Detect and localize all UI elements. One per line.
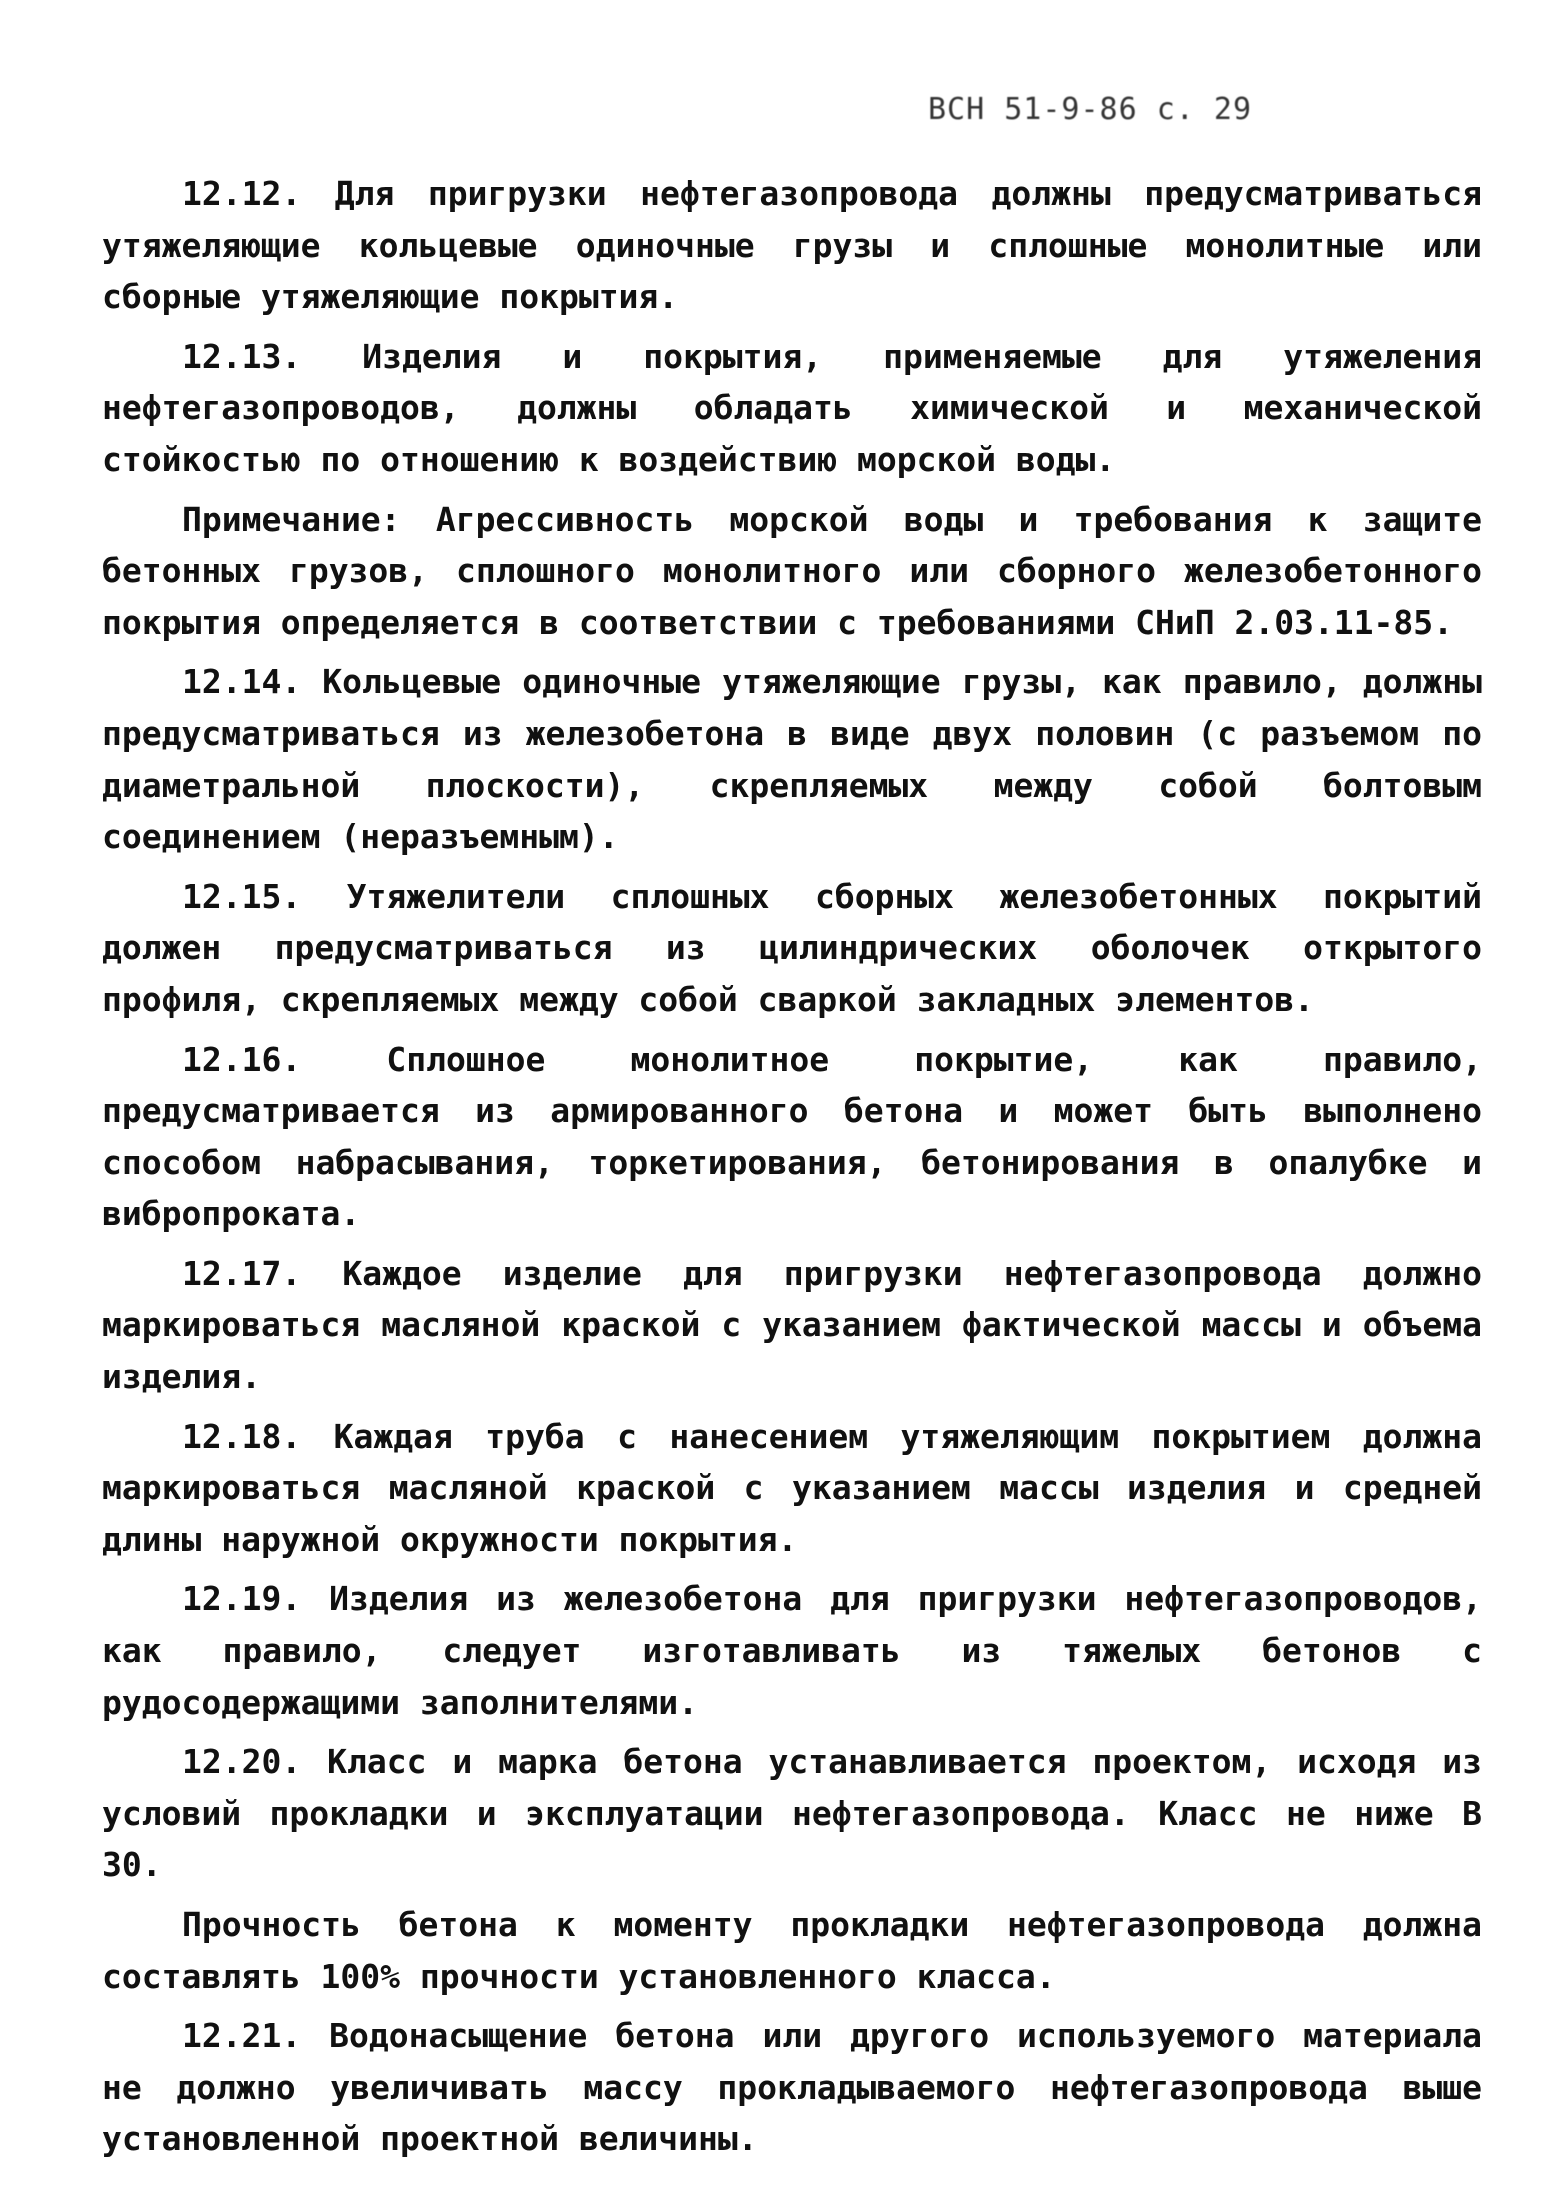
paragraph-12-15: 12.15. Утяжелители сплошных сборных железобетонных покрытий должен предусматриваться из цилиндрических оболочек открытого профиля, скрепляемых между собой сваркой закладных элементов. [102, 876, 1482, 1019]
paragraph-12-17: 12.17. Каждое изделие для пригрузки нефтегазопровода должно маркироваться масляной краской с указанием фактической массы и объема изделия. [102, 1253, 1482, 1397]
paragraph-12-13: 12.13. Изделия и покрытия, применяемые для утяжеления нефтегазопроводов, должны обладать химической и механической стойкостью по отношению к воздействию морской воды. [102, 336, 1482, 479]
paragraph-12-16: 12.16. Сплошное монолитное покрытие, как правило, предусматривается из армированного бетона и может быть выполнено способом набрасывания, торкетирования, бетонирования в опалубке и вибропроката. [102, 1039, 1482, 1234]
paragraph-12-21: 12.21. Водонасыщение бетона или другого используемого материала не должно увеличивать массу прокладываемого нефтегазопровода выше установленной проектной величины. [102, 2016, 1482, 2159]
paragraph-12-18: 12.18. Каждая труба с нанесением утяжеляющим покрытием должна маркироваться масляной краской с указанием массы изделия и средней длины наружной окружности покрытия. [102, 1416, 1482, 1559]
paragraph-12-20: 12.20. Класс и марка бетона устанавливается проектом, исходя из условий прокладки и эксплуатации нефтегазопровода. Класс не ниже В 30. [102, 1742, 1482, 1885]
document-code: ВСН 51-9-86 с. 29 [928, 92, 1253, 127]
paragraph-12-14: 12.14. Кольцевые одиночные утяжеляющие грузы, как правило, должны предусматриваться из железобетона в виде двух половин (с разъемом по диаметральной плоскости), скрепляемых между собой болтовым соединением (неразъемным). [102, 662, 1482, 857]
paragraph-12-12: 12.12. Для пригрузки нефтегазопровода должны предусматриваться утяжеляющие кольцевые одиночные грузы и сплошные монолитные или сборные утяжеляющие покрытия. [102, 174, 1482, 317]
paragraph-12-19: 12.19. Изделия из железобетона для пригрузки нефтегазопроводов, как правило, следует изготавливать из тяжелых бетонов с рудосодержащими заполнителями. [102, 1579, 1482, 1722]
paragraph-strength: Прочность бетона к моменту прокладки нефтегазопровода должна составлять 100% прочности установленного класса. [102, 1905, 1482, 1996]
note-paragraph: Примечание: Агрессивность морской воды и требования к защите бетонных грузов, сплошного монолитного или сборного железобетонного покрытия определяется в соответствии с требованиями СНиП 2.03.11-85. [102, 499, 1482, 642]
document-body [102, 168, 1482, 2173]
